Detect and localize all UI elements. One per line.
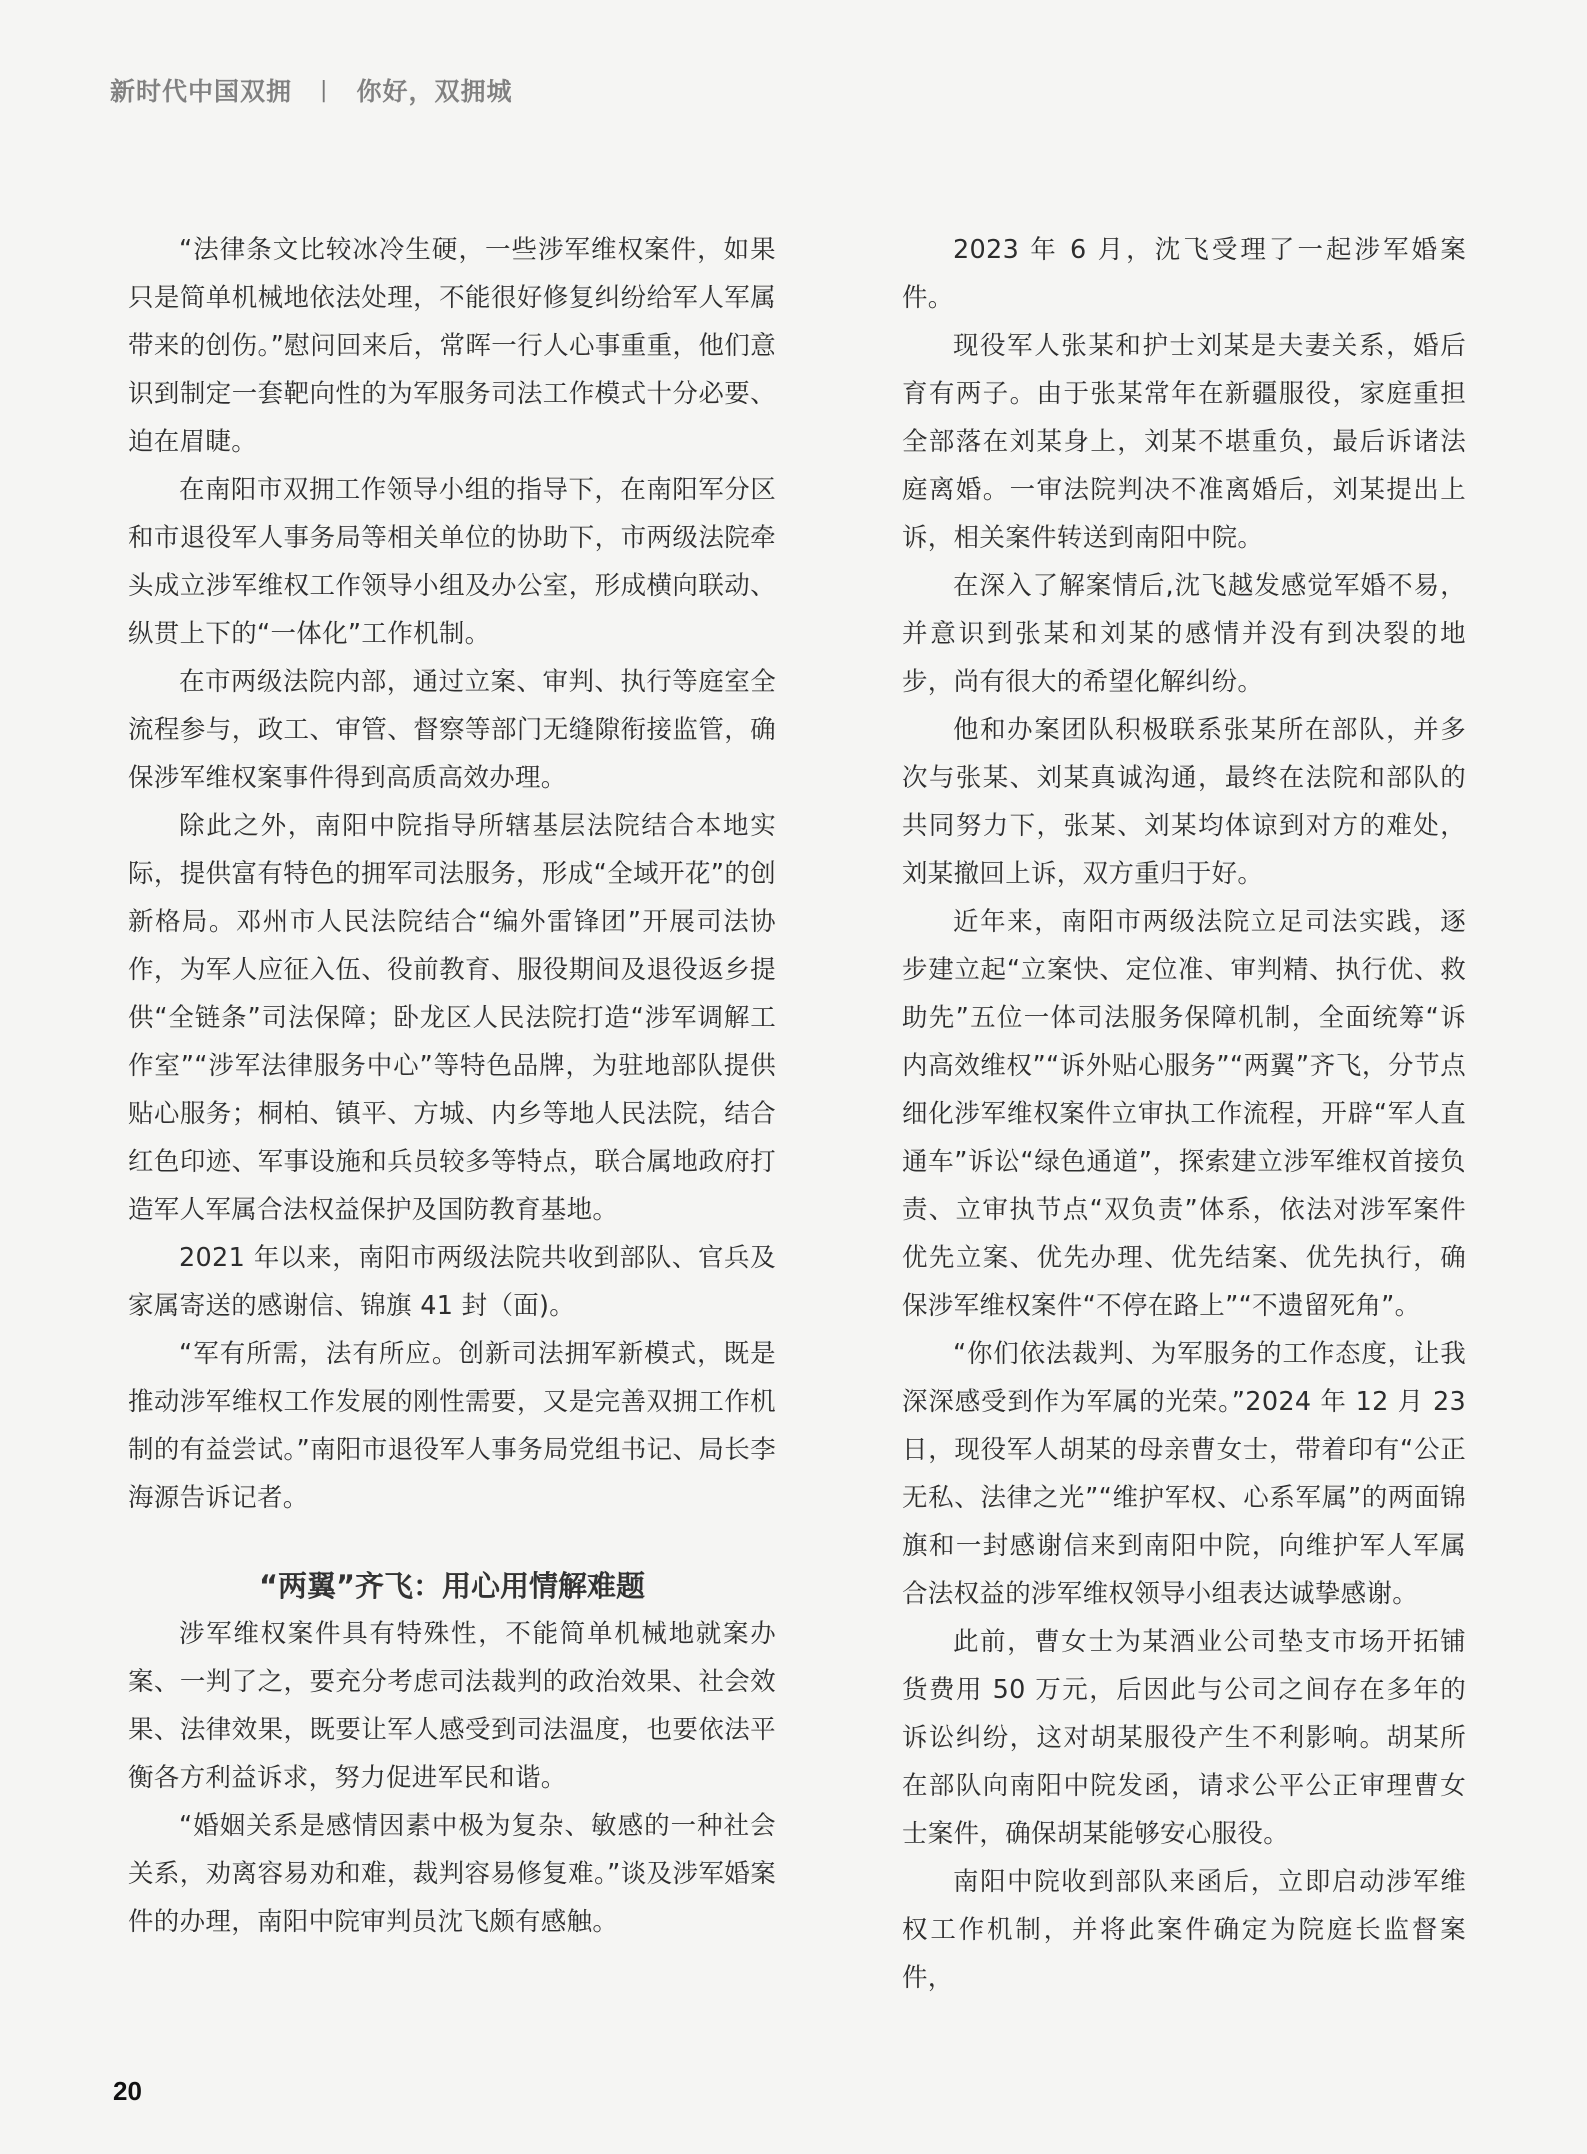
section-heading: “两翼”齐飞：用心用情解难题 bbox=[258, 1569, 646, 1603]
paragraph: 涉军维权案件具有特殊性，不能简单机械地就案办案、一判了之，要充分考虑司法裁判的政治效果、社会效果、法律效果，既要让军人感受到司法温度，也要依法平衡各方利益诉求，努力促进军民和谐。 bbox=[128, 1619, 776, 1793]
paragraph: 除此之外，南阳中院指导所辖基层法院结合本地实际，提供富有特色的拥军司法服务，形成“全域开花”的创新格局。邓州市人民法院结合“编外雷锋团”开展司法协作，为军人应征入伍、役前教育、服役期间及退役返乡提供“全链条”司法保障；卧龙区人民法院打造“涉军调解工作室”“涉军法律服务中心”等特色品牌，为驻地部队提供贴心服务；桐柏、镇平、方城、内乡等地人民法院，结合红色印迹、军事设施和兵员较多等特点，联合属地政府打造军人军属合法权益保护及国防教育基地。 bbox=[128, 811, 776, 1225]
header-section-title: 新时代中国双拥 bbox=[110, 77, 293, 106]
paragraph: 现役军人张某和护士刘某是夫妻关系，婚后育有两子。由于张某常年在新疆服役，家庭重担全部落在刘某身上，刘某不堪重负，最后诉诸法庭离婚。一审法院判决不准离婚后，刘某提出上诉，相关案件转送到南阳中院。 bbox=[902, 331, 1466, 553]
paragraph: 在市两级法院内部，通过立案、审判、执行等庭室全流程参与，政工、审管、督察等部门无缝隙衔接监管，确保涉军维权案事件得到高质高效办理。 bbox=[128, 667, 776, 793]
paragraph: “法律条文比较冰冷生硬，一些涉军维权案件，如果只是简单机械地依法处理，不能很好修复纠纷给军人军属带来的创伤。”慰问回来后，常晖一行人心事重重，他们意识到制定一套靶向性的为军服务司法工作模式十分必要、迫在眉睫。 bbox=[128, 235, 776, 457]
paragraph: 此前，曹女士为某酒业公司垫支市场开拓铺货费用 50 万元，后因此与公司之间存在多年的诉讼纠纷，这对胡某服役产生不利影响。胡某所在部队向南阳中院发函，请求公平公正审理曹女士案件，确保胡某能够安心服役。 bbox=[902, 1627, 1466, 1849]
page-number: 20 bbox=[113, 2076, 142, 2106]
header-separator: | bbox=[320, 77, 329, 103]
running-header bbox=[110, 70, 512, 110]
paragraph: “军有所需，法有所应。创新司法拥军新模式，既是推动涉军维权工作发展的刚性需要，又是完善双拥工作机制的有益尝试。”南阳市退役军人事务局党组书记、局长李海源告诉记者。 bbox=[128, 1339, 776, 1513]
paragraph: 在深入了解案情后,沈飞越发感觉军婚不易，并意识到张某和刘某的感情并没有到决裂的地步，尚有很大的希望化解纠纷。 bbox=[902, 571, 1466, 697]
paragraph: 近年来，南阳市两级法院立足司法实践，逐步建立起“立案快、定位准、审判精、执行优、救助先”五位一体司法服务保障机制，全面统筹“诉内高效维权”“诉外贴心服务”“两翼”齐飞，分节点细化涉军维权案件立审执工作流程，开辟“军人直通车”诉讼“绿色通道”，探索建立涉军维权首接负责、立审执节点“双负责”体系，依法对涉军案件优先立案、优先办理、优先结案、优先执行，确保涉军维权案件“不停在路上”“不遗留死角”。 bbox=[902, 907, 1466, 1321]
right-column bbox=[902, 226, 1466, 2002]
paragraph: 南阳中院收到部队来函后，立即启动涉军维权工作机制，并将此案件确定为院庭长监督案件， bbox=[902, 1867, 1466, 1993]
paragraph: 在南阳市双拥工作领导小组的指导下，在南阳军分区和市退役军人事务局等相关单位的协助下，市两级法院牵头成立涉军维权工作领导小组及办公室，形成横向联动、纵贯上下的“一体化”工作机制。 bbox=[128, 475, 776, 649]
paragraph: 他和办案团队积极联系张某所在部队，并多次与张某、刘某真诚沟通，最终在法院和部队的共同努力下，张某、刘某均体谅到对方的难处，刘某撤回上诉，双方重归于好。 bbox=[902, 715, 1466, 889]
paragraph: “你们依法裁判、为军服务的工作态度，让我深深感受到作为军属的光荣。”2024 年 12 月 23 日，现役军人胡某的母亲曹女士，带着印有“公正无私、法律之光”“维护军权、心系军属”的两面锦旗和一封感谢信来到南阳中院，向维护军人军属合法权益的涉军维权领导小组表达诚挚感谢。 bbox=[902, 1339, 1466, 1609]
header-column-title: 你好，双拥城 bbox=[356, 77, 513, 106]
paragraph: 2023 年 6 月，沈飞受理了一起涉军婚案件。 bbox=[902, 235, 1466, 313]
left-column bbox=[128, 226, 776, 1946]
paragraph: 2021 年以来，南阳市两级法院共收到部队、官兵及家属寄送的感谢信、锦旗 41 封（面)。 bbox=[128, 1243, 776, 1321]
paragraph: “婚姻关系是感情因素中极为复杂、敏感的一种社会关系，劝离容易劝和难，裁判容易修复难。”谈及涉军婚案件的办理，南阳中院审判员沈飞颇有感触。 bbox=[128, 1811, 776, 1937]
